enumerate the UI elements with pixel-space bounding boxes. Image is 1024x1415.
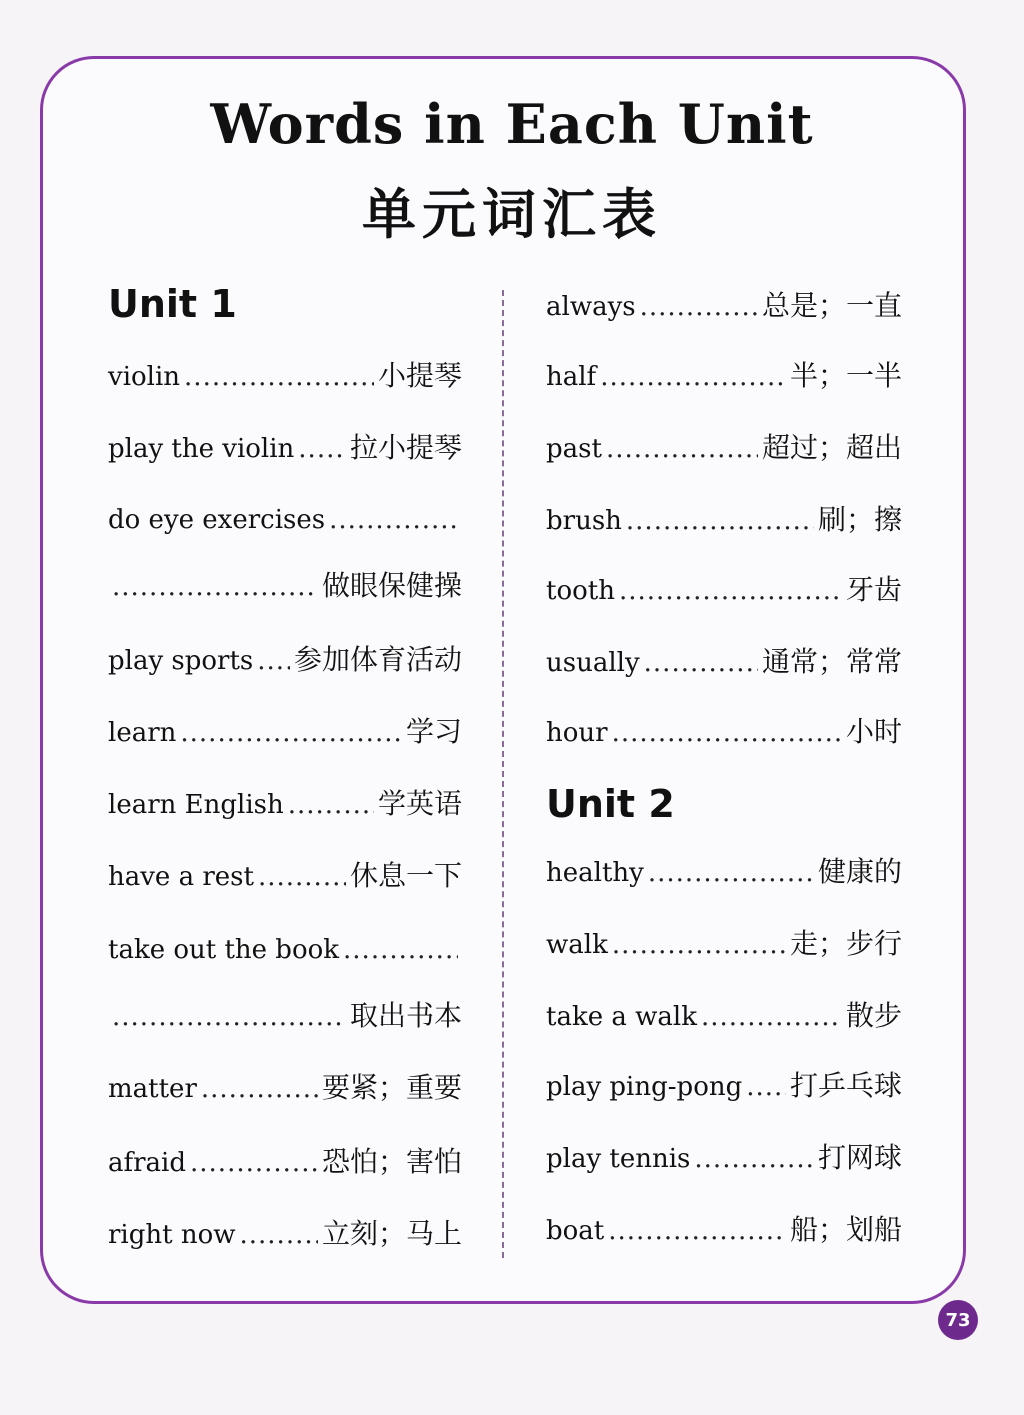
entry-english: learn English <box>108 790 284 820</box>
word-entry <box>546 286 902 327</box>
entry-english: boat <box>546 1216 605 1246</box>
entry-chinese: 小时 <box>845 715 902 748</box>
entry-chinese: 通常；常常 <box>761 645 902 678</box>
entry-chinese: 做眼保健操 <box>321 569 462 602</box>
leader-dots <box>112 567 318 607</box>
entry-english: half <box>546 362 597 392</box>
word-entry <box>546 924 902 965</box>
entry-chinese: 打网球 <box>817 1141 902 1174</box>
entry-chinese: 恐怕；害怕 <box>321 1145 462 1178</box>
word-entry <box>108 856 462 897</box>
leader-dots <box>619 571 842 611</box>
word-entry <box>546 428 902 469</box>
entry-chinese: 打乒乓球 <box>789 1069 902 1102</box>
entry-chinese: 立刻；马上 <box>321 1217 462 1250</box>
word-entry <box>108 1068 462 1109</box>
entry-english: play sports <box>108 646 254 676</box>
entry-chinese: 拉小提琴 <box>349 431 462 464</box>
leader-dots <box>648 853 814 893</box>
entry-chinese: 学英语 <box>377 787 462 820</box>
leader-dots <box>329 500 458 540</box>
word-entry <box>108 356 462 397</box>
leader-dots <box>640 287 758 327</box>
leader-dots <box>190 1143 318 1183</box>
leader-dots <box>746 1067 786 1107</box>
entry-english: tooth <box>546 576 615 606</box>
word-entry <box>546 996 902 1037</box>
entry-chinese: 总是；一直 <box>761 289 902 322</box>
entry-chinese: 参加体育活动 <box>293 643 462 676</box>
leader-dots <box>288 785 374 825</box>
leader-dots <box>694 1139 814 1179</box>
word-entry <box>108 500 462 540</box>
column-divider <box>502 290 504 1258</box>
entry-english: hour <box>546 718 608 748</box>
leader-dots <box>608 1211 786 1251</box>
word-entry-continuation <box>108 996 462 1037</box>
entry-english: take a walk <box>546 1002 697 1032</box>
leader-dots <box>257 641 290 681</box>
entry-english: brush <box>546 506 622 536</box>
entry-english: usually <box>546 648 640 678</box>
leader-dots <box>612 925 786 965</box>
entry-english: right now <box>108 1220 236 1250</box>
word-entry <box>546 1210 902 1251</box>
entry-english: past <box>546 434 602 464</box>
leader-dots <box>298 429 346 469</box>
word-entry <box>108 712 462 753</box>
entry-english: have a rest <box>108 862 254 892</box>
entry-chinese: 健康的 <box>817 855 902 888</box>
title-english: Words in Each Unit <box>210 92 814 156</box>
word-entry <box>546 500 902 541</box>
entry-chinese: 休息一下 <box>349 859 462 892</box>
word-entry <box>546 1138 902 1179</box>
entry-english: violin <box>108 362 181 392</box>
word-entry <box>546 356 902 397</box>
entry-english: always <box>546 292 636 322</box>
entry-english: learn <box>108 718 177 748</box>
entry-chinese: 取出书本 <box>349 999 462 1032</box>
page-number-badge: 73 <box>938 1300 978 1340</box>
unit-2-heading: Unit 2 <box>546 782 675 826</box>
leader-dots <box>626 501 814 541</box>
entry-chinese: 船；划船 <box>789 1213 902 1246</box>
entry-chinese: 超过；超出 <box>761 431 902 464</box>
entry-chinese: 走；步行 <box>789 927 902 960</box>
entry-english: matter <box>108 1074 197 1104</box>
entry-english: take out the book <box>108 935 340 965</box>
title-chinese: 单元词汇表 <box>362 183 662 246</box>
entry-chinese: 学习 <box>405 715 462 748</box>
word-entry <box>108 784 462 825</box>
leader-dots <box>240 1215 318 1255</box>
word-entry-continuation <box>108 566 462 607</box>
word-entry <box>108 930 462 970</box>
word-entry <box>546 642 902 683</box>
word-entry <box>108 640 462 681</box>
leader-dots <box>180 713 402 753</box>
entry-chinese: 散步 <box>845 999 902 1032</box>
entry-chinese: 牙齿 <box>845 573 902 606</box>
entry-chinese: 小提琴 <box>377 359 462 392</box>
entry-english: walk <box>546 930 608 960</box>
entry-chinese: 半；一半 <box>789 359 902 392</box>
word-entry <box>546 852 902 893</box>
leader-dots <box>184 357 374 397</box>
leader-dots <box>701 997 842 1037</box>
entry-english: do eye exercises <box>108 505 326 535</box>
entry-english: afraid <box>108 1148 187 1178</box>
word-entry <box>108 1214 462 1255</box>
leader-dots <box>258 857 346 897</box>
word-entry <box>546 712 902 753</box>
entry-english: play tennis <box>546 1144 691 1174</box>
word-entry <box>108 428 462 469</box>
leader-dots <box>201 1069 318 1109</box>
leader-dots <box>612 713 842 753</box>
leader-dots <box>600 357 786 397</box>
leader-dots <box>343 930 458 970</box>
leader-dots <box>606 429 758 469</box>
entry-chinese: 刷；擦 <box>817 503 902 536</box>
word-entry <box>546 1066 902 1107</box>
entry-chinese: 要紧；重要 <box>321 1071 462 1104</box>
leader-dots <box>644 643 758 683</box>
word-entry <box>108 1142 462 1183</box>
leader-dots <box>112 997 346 1037</box>
entry-english: healthy <box>546 858 644 888</box>
entry-english: play the violin <box>108 434 295 464</box>
unit-1-heading: Unit 1 <box>108 282 237 326</box>
entry-english: play ping-pong <box>546 1072 743 1102</box>
word-entry <box>546 570 902 611</box>
